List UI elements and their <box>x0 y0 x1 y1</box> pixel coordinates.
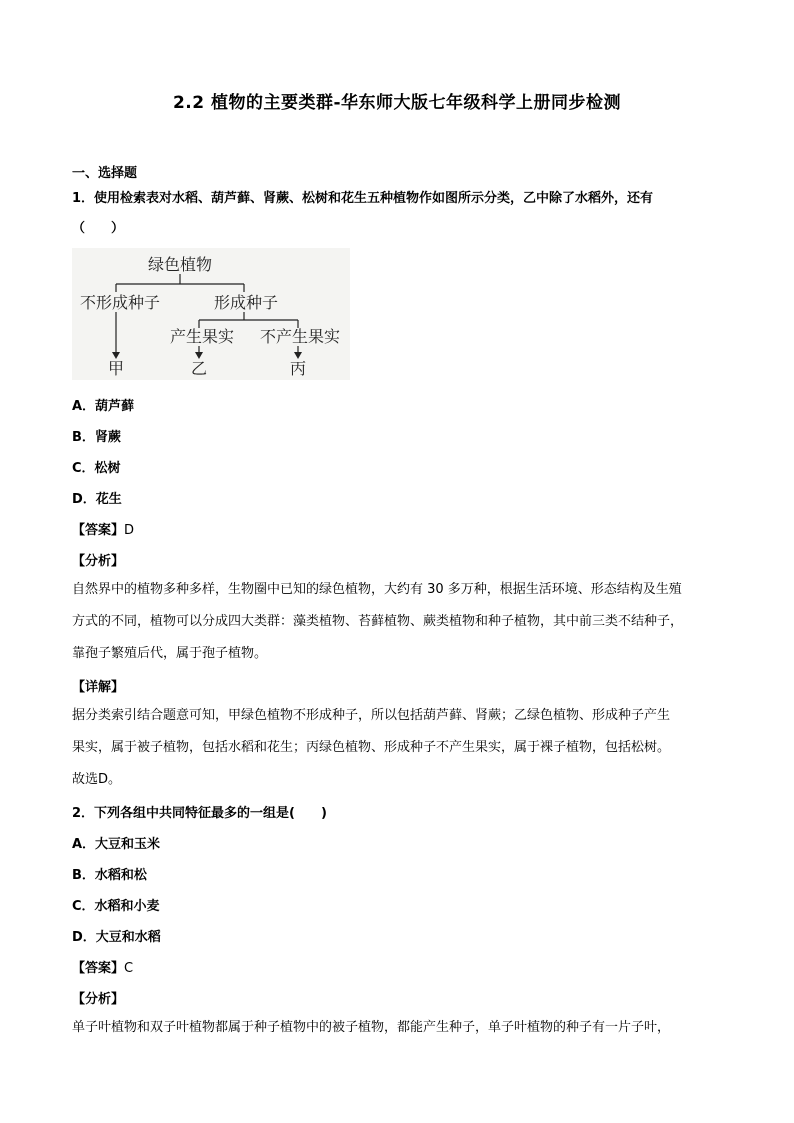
q1-detail-text <box>72 700 727 796</box>
q1-answer-value: D <box>124 523 135 538</box>
q2-stem: 2．下列各组中共同特征最多的一组是( ) <box>72 806 327 821</box>
q2-answer <box>72 957 133 976</box>
q2-analysis-text <box>72 1012 727 1044</box>
q1-analysis-line-2: 方式的不同，植物可以分成四大类群：藻类植物、苔藓植物、蕨类植物和种子植物，其中前三类不结种子， <box>72 614 684 629</box>
q1-option-b: B．肾蕨 <box>72 430 121 445</box>
q1-answer <box>72 519 134 538</box>
diagram-sub-right-label: 不产生果实 <box>259 327 341 346</box>
diagram-sub-left-label: 产生果实 <box>169 327 235 346</box>
q1-detail-label: 【详解】 <box>72 680 125 695</box>
diagram-left-branch-label: 不形成种子 <box>79 293 161 312</box>
diagram-leaf-c: 丙 <box>289 359 307 378</box>
q2-analysis-line-1: 单子叶植物和双子叶植物都属于种子植物中的被子植物，都能产生种子，单子叶植物的种子有一片子叶， <box>72 1020 671 1035</box>
classification-diagram <box>72 248 350 380</box>
q1-option-d: D．花生 <box>72 492 122 507</box>
diagram-leaf-b: 乙 <box>190 359 208 378</box>
q1-detail-line-3: 故选D。 <box>72 772 122 787</box>
q2-option-c: C．水稻和小麦 <box>72 899 160 914</box>
q1-analysis-label: 【分析】 <box>72 554 125 569</box>
q2-answer-value: C <box>124 961 134 976</box>
diagram-right-branch-label: 形成种子 <box>213 293 279 312</box>
q2-option-a: A．大豆和玉米 <box>72 837 161 852</box>
q1-stem-line1: 1．使用检索表对水稻、葫芦藓、肾蕨、松树和花生五种植物作如图所示分类，乙中除了水稻外，还有 <box>72 191 654 206</box>
q1-analysis-line-3: 靠孢子繁殖后代，属于孢子植物。 <box>72 646 268 661</box>
q2-option-d: D．大豆和水稻 <box>72 930 161 945</box>
section-heading: 一、选择题 <box>72 166 138 181</box>
q1-analysis-line-1: 自然界中的植物多种多样，生物圈中已知的绿色植物，大约有 30 多万种，根据生活环境、形态结构及生殖 <box>72 582 682 597</box>
diagram-root-label: 绿色植物 <box>147 255 213 274</box>
q1-option-a: A．葫芦藓 <box>72 399 135 414</box>
q2-option-b: B．水稻和松 <box>72 868 147 883</box>
diagram-leaf-a: 甲 <box>107 359 125 378</box>
q1-analysis-text <box>72 574 727 670</box>
q1-detail-line-1: 据分类索引结合题意可知，甲绿色植物不形成种子，所以包括葫芦藓、肾蕨；乙绿色植物、形成种子产生 <box>72 708 671 723</box>
q1-option-c: C．松树 <box>72 461 121 476</box>
page-title: 2.2 植物的主要类群-华东师大版七年级科学上册同步检测 <box>172 93 622 113</box>
q1-detail-line-2: 果实，属于被子植物，包括水稻和花生；丙绿色植物、形成种子不产生果实，属于裸子植物，包括松树。 <box>72 740 671 755</box>
q1-stem-line2: （ ） <box>72 221 125 236</box>
q2-analysis-label: 【分析】 <box>72 992 125 1007</box>
q2-answer-label: 【答案】 <box>72 961 125 976</box>
q1-answer-label: 【答案】 <box>72 523 125 538</box>
